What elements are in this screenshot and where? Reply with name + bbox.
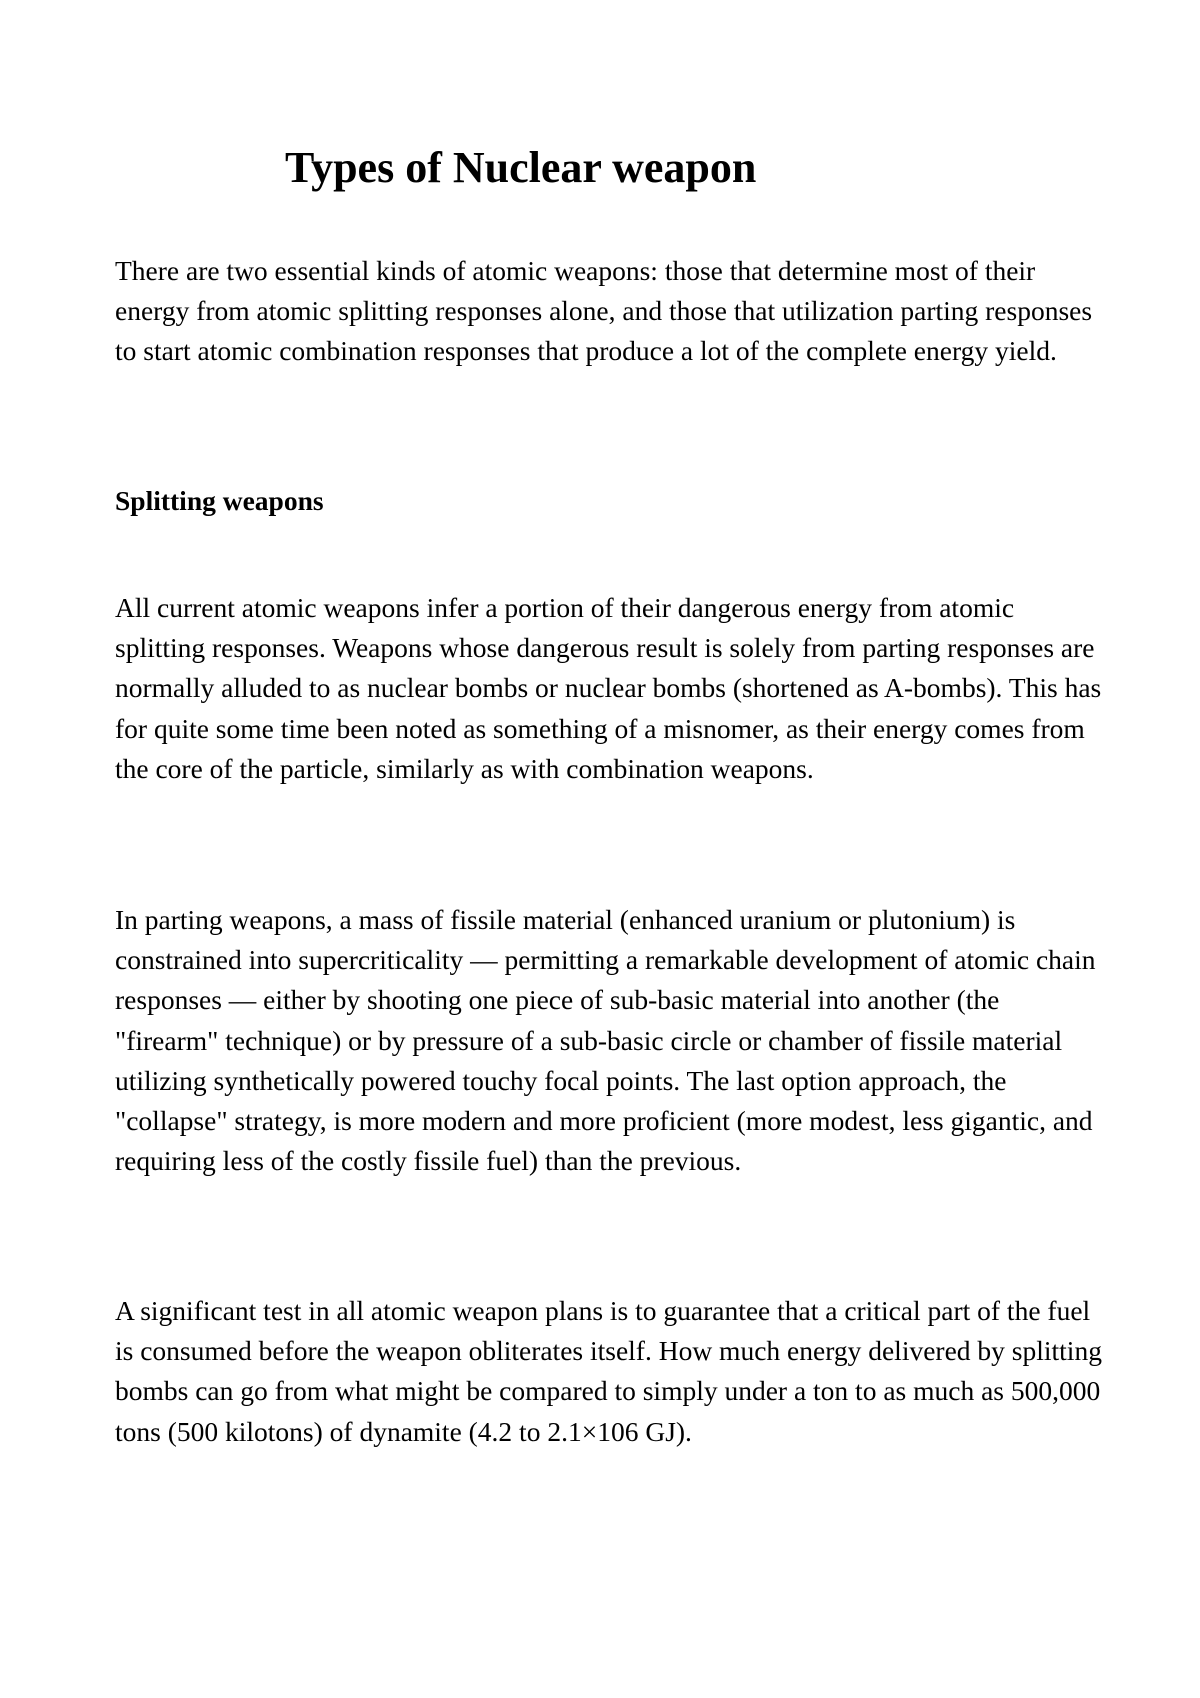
document-title: Types of Nuclear weapon [285,143,757,192]
section-paragraph-2: In parting weapons, a mass of fissile material (enhanced uranium or plutonium) is constrained into supercriticality — permitting a remarkable development of atomic chain responses — either by shooting one piece of sub-basic material into another (the "firearm" technique) or by pressure of a sub-basic circle or chamber of fissile material utilizing synthetically powered touchy focal points. The last option approach, the "collapse" strategy, is more modern and more proficient (more modest, less gigantic, and requiring less of the costly fissile fuel) than the previous. [115,904,1096,1177]
section-paragraph-1: All current atomic weapons infer a portion of their dangerous energy from atomic splitting responses. Weapons whose dangerous result is solely from parting responses are normally alluded to as nuclear bombs or nuclear bombs (shortened as A-bombs). This has for quite some time been noted as something of a misnomer, as their energy comes from the core of the particle, similarly as with combination weapons. [115,592,1102,784]
section-heading: Splitting weapons [115,485,324,516]
intro-paragraph: There are two essential kinds of atomic weapons: those that determine most of their energy from atomic splitting responses alone, and those that utilization parting responses to start atomic combination responses that produce a lot of the complete energy yield. [115,255,1093,367]
section-paragraph-3: A significant test in all atomic weapon plans is to guarantee that a critical part of the fuel is consumed before the weapon obliterates itself. How much energy delivered by splitting bombs can go from what might be compared to simply under a ton to as much as 500,000 tons (500 kilotons) of dynamite (4.2 to 2.1×106 GJ). [115,1295,1102,1447]
